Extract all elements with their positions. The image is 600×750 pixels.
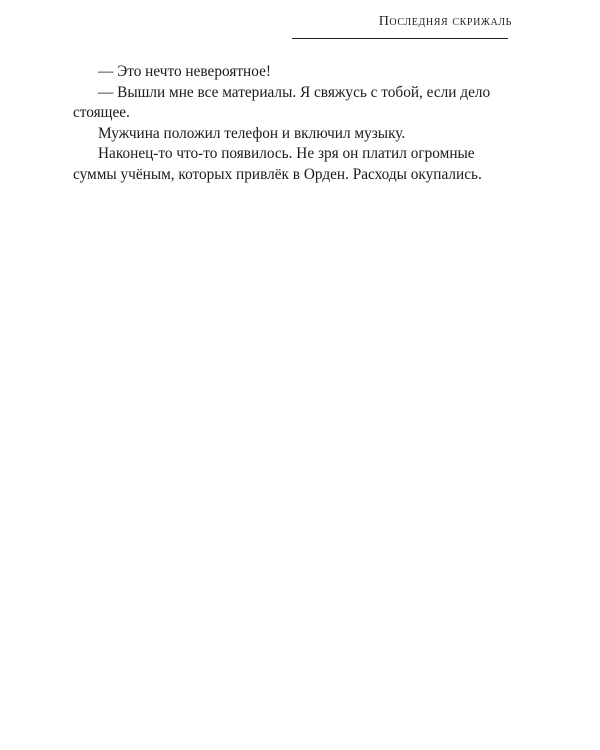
paragraph-dialogue-2: — Вышли мне все материалы. Я свяжусь с тобой, если дело стоящее.	[73, 83, 491, 121]
page-body-text	[73, 62, 513, 185]
header-rule	[292, 38, 508, 39]
paragraph-dialogue-1: — Это нечто невероятное!	[98, 63, 271, 80]
running-header-title: Последняя скрижаль	[378, 14, 512, 29]
paragraph-narration-2: Наконец-то что-то появилось. Не зря он платил огромные суммы учёным, которых привлёк в Орден. Расходы окупались.	[73, 145, 482, 183]
paragraph-narration-1: Мужчина положил телефон и включил музыку.	[98, 124, 406, 142]
